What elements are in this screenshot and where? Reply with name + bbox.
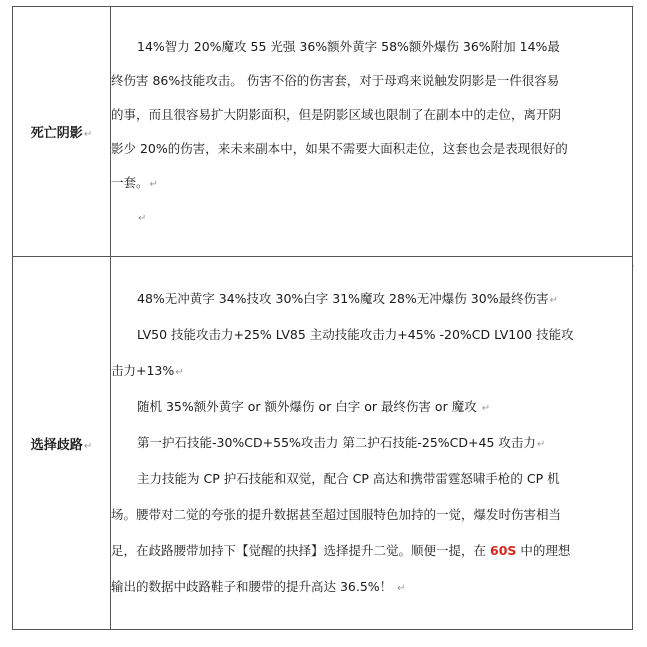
paragraph-mark-icon: ↵ [149,178,158,190]
paragraph-mark-icon: ↵ [83,129,93,140]
cell-end-mark-icon: · [632,262,635,272]
text-line: 主力技能为 CP 护石技能和双觉，配合 CP 高达和携带雷霆怒啸手枪的 CP 机 [137,471,560,486]
table-row [13,257,633,630]
paragraph-mark-icon: ↵ [83,440,93,452]
table-row [13,7,633,257]
text-line: 随机 35%额外黄字 or 额外爆伤 or 白字 or 最终伤害 or 魔攻 [137,399,477,414]
row-content-cell [111,257,633,630]
row-label-cell [13,257,111,630]
text-line: 终伤害 86%技能攻击。 伤害不俗的伤害套，对于母鸡来说触发阴影是一件很容易 [111,72,560,88]
text-line: 48%无冲黄字 34%技攻 30%白字 31%魔攻 28%无冲爆伤 30%最终伤害 [137,291,549,306]
text-line: LV50 技能攻击力+25% LV85 主动技能攻击力+45% -20%CD LV100 技能攻 [137,327,574,342]
row-label-cell [13,7,111,257]
row-label: 死亡阴影 [30,126,83,141]
text-line: 击力+13% [111,363,175,378]
text-line: 场。腰带对二觉的夸张的提升数据甚至超过国服特色加持的一觉，爆发时伤害相当 [111,507,562,522]
highlight-60s: 60S [490,543,517,558]
cell-end-mark-icon: · [632,2,635,12]
text-line: 足，在歧路腰带加持下【觉醒的抉择】选择提升二觉。顺便一提，在 [111,543,487,558]
text-line: 的事，而且很容易扩大阴影面积，但是阴影区域也限制了在副本中的走位，离开阴 [111,106,562,122]
paragraph-mark-icon: ↵ [481,403,491,414]
row-content-cell [111,7,633,257]
text-line: 中的理想 [520,543,571,558]
text-line: 第一护石技能-30%CD+55%攻击力 第二护石技能-25%CD+45 攻击力 [137,435,536,450]
text-line: 一套。 [111,174,149,190]
paragraph-mark-icon: ↵ [175,367,184,378]
row-label: 选择歧路 [30,437,83,453]
paragraph-mark-icon: ↵ [536,439,546,450]
text-line: 14%智力 20%魔攻 55 光强 36%额外黄字 58%额外爆伤 36%附加 14%最 [137,38,560,54]
paragraph-mark-icon: ↵ [549,295,558,306]
text-line: 输出的数据中歧路鞋子和腰带的提升高达 36.5%！ [111,579,393,594]
text-line: 影少 20%的伤害，来未来副本中，如果不需要大面积走位，这套也会是表现很好的 [111,140,568,156]
paragraph-mark-icon: ↵ [397,583,406,594]
paragraph-mark-icon: ↵ [138,212,147,224]
set-comparison-table [12,6,633,630]
